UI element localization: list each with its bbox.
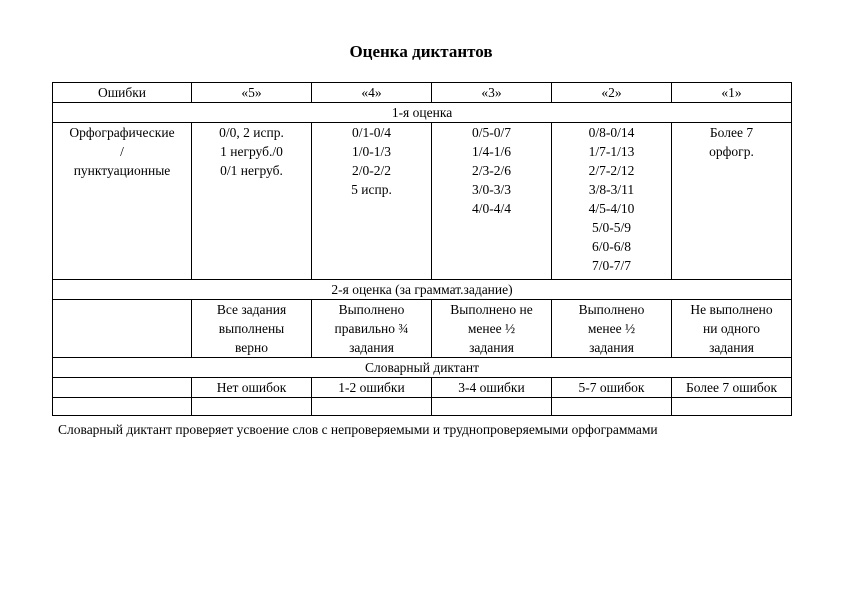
cell-line: Все задания: [216, 302, 287, 317]
cell-line: 0/0, 2 испр.: [219, 125, 284, 140]
cell-line: 0/5-0/7: [472, 125, 511, 140]
cell-line: Более 7: [709, 125, 754, 140]
second-grade-5-cell: [192, 300, 312, 358]
cell-line: 6/0-6/8: [592, 239, 631, 254]
header-grade-4: «4»: [312, 83, 432, 103]
section-second-row: [53, 280, 792, 300]
cell-line: 1/7-1/13: [588, 144, 635, 159]
header-grade-5: «5»: [192, 83, 312, 103]
cell-line: Орфографические: [69, 125, 175, 140]
header-grade-1: «1»: [672, 83, 792, 103]
cell-line: 1 негруб./0: [220, 144, 283, 159]
cell-line: 0/1 негруб.: [220, 163, 283, 178]
cell-line: пунктуационные: [73, 163, 171, 178]
second-grade-1-cell: [672, 300, 792, 358]
dictation-grade-4-cell: 1-2 ошибки: [312, 378, 432, 398]
cell-line: 7/0-7/7: [592, 258, 631, 273]
second-grade-4-cell: [312, 300, 432, 358]
header-errors: Ошибки: [53, 83, 192, 103]
empty-cell: [53, 398, 192, 416]
cell-line: орфогр.: [709, 144, 754, 159]
cell-line: 4/0-4/4: [472, 201, 511, 216]
section-second-title: 2-я оценка: [331, 282, 392, 297]
cell-line: 4/5-4/10: [588, 201, 635, 216]
second-grade-2-cell: [552, 300, 672, 358]
second-grade-3-cell: [432, 300, 552, 358]
cell-line: менее ½: [467, 321, 516, 336]
cell-line: ни одного: [703, 321, 760, 336]
first-grade-row: [53, 123, 792, 280]
section-second-cell: [53, 280, 792, 300]
cell-line: Не выполнено: [690, 302, 773, 317]
page-title: Оценка диктантов: [349, 42, 493, 61]
cell-line: Выполнено не: [450, 302, 533, 317]
dictation-empty-cell: [53, 378, 192, 398]
cell-line: Выполнено: [338, 302, 405, 317]
cell-line: /: [120, 144, 124, 159]
cell-line: 2/7-2/12: [588, 163, 635, 178]
empty-cell: [672, 398, 792, 416]
cell-line: 1/0-1/3: [352, 144, 391, 159]
empty-row: [53, 398, 792, 416]
cell-line: 2/3-2/6: [472, 163, 511, 178]
first-grade-1-cell: [672, 123, 792, 280]
cell-line: 3/0-3/3: [472, 182, 511, 197]
section-third-title: Словарный диктант: [53, 358, 792, 378]
empty-cell: [552, 398, 672, 416]
header-grade-2: «2»: [552, 83, 672, 103]
dictation-grade-1-cell: Более 7 ошибок: [672, 378, 792, 398]
cell-line: менее ½: [587, 321, 636, 336]
section-first-row: [53, 103, 792, 123]
dictation-grade-2-cell: 5-7 ошибок: [552, 378, 672, 398]
cell-line: верно: [234, 340, 268, 355]
second-grade-row: [53, 300, 792, 358]
cell-line: выполнены: [218, 321, 285, 336]
section-second-note: (за граммат.задание): [391, 282, 513, 297]
section-third-row: [53, 358, 792, 378]
first-grade-2-cell: [552, 123, 672, 280]
cell-line: 5/0-5/9: [592, 220, 631, 235]
cell-line: 2/0-2/2: [352, 163, 391, 178]
empty-cell: [432, 398, 552, 416]
cell-line: задания: [349, 340, 394, 355]
cell-line: 0/1-0/4: [352, 125, 391, 140]
cell-line: задания: [469, 340, 514, 355]
cell-line: 0/8-0/14: [588, 125, 635, 140]
header-grade-3: «3»: [432, 83, 552, 103]
cell-line: задания: [589, 340, 634, 355]
footer-note: Словарный диктант проверяет усвоение слов с непроверяемыми и труднопроверяемыми орфограммами: [58, 422, 658, 437]
first-grade-3-cell: [432, 123, 552, 280]
empty-cell: [192, 398, 312, 416]
header-row: [53, 83, 792, 103]
empty-cell: [312, 398, 432, 416]
second-empty-cell: [53, 300, 192, 358]
cell-line: задания: [709, 340, 754, 355]
cell-line: 3/8-3/11: [588, 182, 635, 197]
first-grade-5-cell: [192, 123, 312, 280]
dictation-row: [53, 378, 792, 398]
section-first-title: 1-я оценка: [53, 103, 792, 123]
grading-table: [52, 82, 792, 416]
first-grade-4-cell: [312, 123, 432, 280]
cell-line: 5 испр.: [351, 182, 392, 197]
cell-line: Выполнено: [578, 302, 645, 317]
cell-line: правильно ¾: [334, 321, 409, 336]
cell-line: 1/4-1/6: [472, 144, 511, 159]
dictation-grade-5-cell: Нет ошибок: [192, 378, 312, 398]
dictation-grade-3-cell: 3-4 ошибки: [432, 378, 552, 398]
errors-type-cell: [53, 123, 192, 280]
